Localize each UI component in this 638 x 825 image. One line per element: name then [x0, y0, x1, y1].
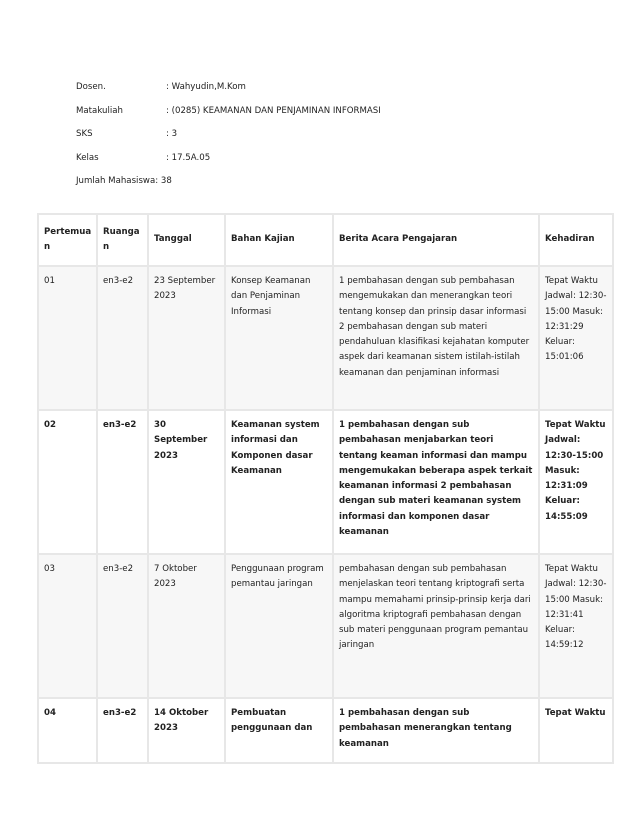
cell-bahan-kajian: Penggunaan program pemantau jaringan [225, 554, 333, 698]
table-row [38, 554, 613, 698]
attendance-table [37, 213, 614, 764]
cell-berita-acara: 1 pembahasan dengan sub pembahasan menjabarkan teori tentang keaman informasi dan mampu mengemukakan beberapa aspek terkait keamanan informasi 2 pembahasan dengan sub materi keamanan system informasi dan komponen dasar keamanan [333, 410, 539, 554]
table-row [38, 266, 613, 410]
info-matakuliah [76, 100, 381, 124]
cell-ruangan: en3-e2 [97, 554, 148, 698]
info-value: : 38 [155, 176, 172, 186]
cell-bahan-kajian: Pembuatan penggunaan dan [225, 698, 333, 763]
cell-tanggal: 14 Oktober 2023 [148, 698, 225, 763]
cell-kehadiran: Tepat Waktu Jadwal: 12:30-15:00 Masuk: 12:31:29 Keluar: 15:01:06 [539, 266, 613, 410]
cell-tanggal: 23 September 2023 [148, 266, 225, 410]
cell-pertemuan: 01 [38, 266, 97, 410]
header-berita-acara: Berita Acara Pengajaran [333, 214, 539, 266]
cell-kehadiran: Tepat Waktu [539, 698, 613, 763]
cell-bahan-kajian: Keamanan system informasi dan Komponen dasar Keamanan [225, 410, 333, 554]
cell-ruangan: en3-e2 [97, 698, 148, 763]
cell-bahan-kajian: Konsep Keamanan dan Penjaminan Informasi [225, 266, 333, 410]
cell-kehadiran: Tepat Waktu Jadwal: 12:30-15:00 Masuk: 12:31:09 Keluar: 14:55:09 [539, 410, 613, 554]
cell-tanggal: 30 September 2023 [148, 410, 225, 554]
cell-tanggal: 7 Oktober 2023 [148, 554, 225, 698]
info-dosen [76, 76, 381, 100]
header-bahan-kajian: Bahan Kajian [225, 214, 333, 266]
info-sks [76, 123, 381, 147]
info-label: Jumlah Mahasiswa [76, 176, 156, 186]
header-tanggal: Tanggal [148, 214, 225, 266]
cell-ruangan: en3-e2 [97, 410, 148, 554]
info-value: : Wahyudin,M.Kom [166, 82, 246, 92]
info-label: Kelas [76, 152, 99, 163]
table-header-row [38, 214, 613, 266]
table-row [38, 410, 613, 554]
info-label: SKS [76, 129, 93, 139]
cell-kehadiran: Tepat Waktu Jadwal: 12:30-15:00 Masuk: 12:31:41 Keluar: 14:59:12 [539, 554, 613, 698]
info-value: : 17.5A.05 [166, 152, 211, 163]
info-jumlah-mahasiswa [76, 170, 381, 194]
info-label: Matakuliah [76, 105, 123, 116]
cell-pertemuan: 04 [38, 698, 97, 763]
info-value: : (0285) KEAMANAN DAN PENJAMINAN INFORMASI [166, 105, 381, 116]
header-pertemuan: Pertemuan [38, 214, 97, 266]
info-label: Dosen. [76, 82, 106, 92]
cell-pertemuan: 02 [38, 410, 97, 554]
info-kelas [76, 147, 381, 171]
cell-berita-acara: 1 pembahasan dengan sub pembahasan mengemukakan dan menerangkan teori tentang konsep dan prinsip dasar informasi 2 pembahasan dengan sub materi pendahuluan klasifikasi kejahatan komputer aspek dari keamanan sistem istilah-istilah keamanan dan penjaminan informasi [333, 266, 539, 410]
course-info [76, 76, 381, 194]
info-value: : 3 [166, 129, 178, 139]
cell-berita-acara: pembahasan dengan sub pembahasan menjelaskan teori tentang kriptografi serta mampu memahami prinsip-prinsip kerja dari algoritma kriptografi pembahasan dengan sub materi penggunaan program pemantau jaringan [333, 554, 539, 698]
header-ruangan: Ruangan [97, 214, 148, 266]
header-kehadiran: Kehadiran [539, 214, 613, 266]
cell-ruangan: en3-e2 [97, 266, 148, 410]
table-row [38, 698, 613, 763]
cell-berita-acara: 1 pembahasan dengan sub pembahasan menerangkan tentang keamanan [333, 698, 539, 763]
cell-pertemuan: 03 [38, 554, 97, 698]
